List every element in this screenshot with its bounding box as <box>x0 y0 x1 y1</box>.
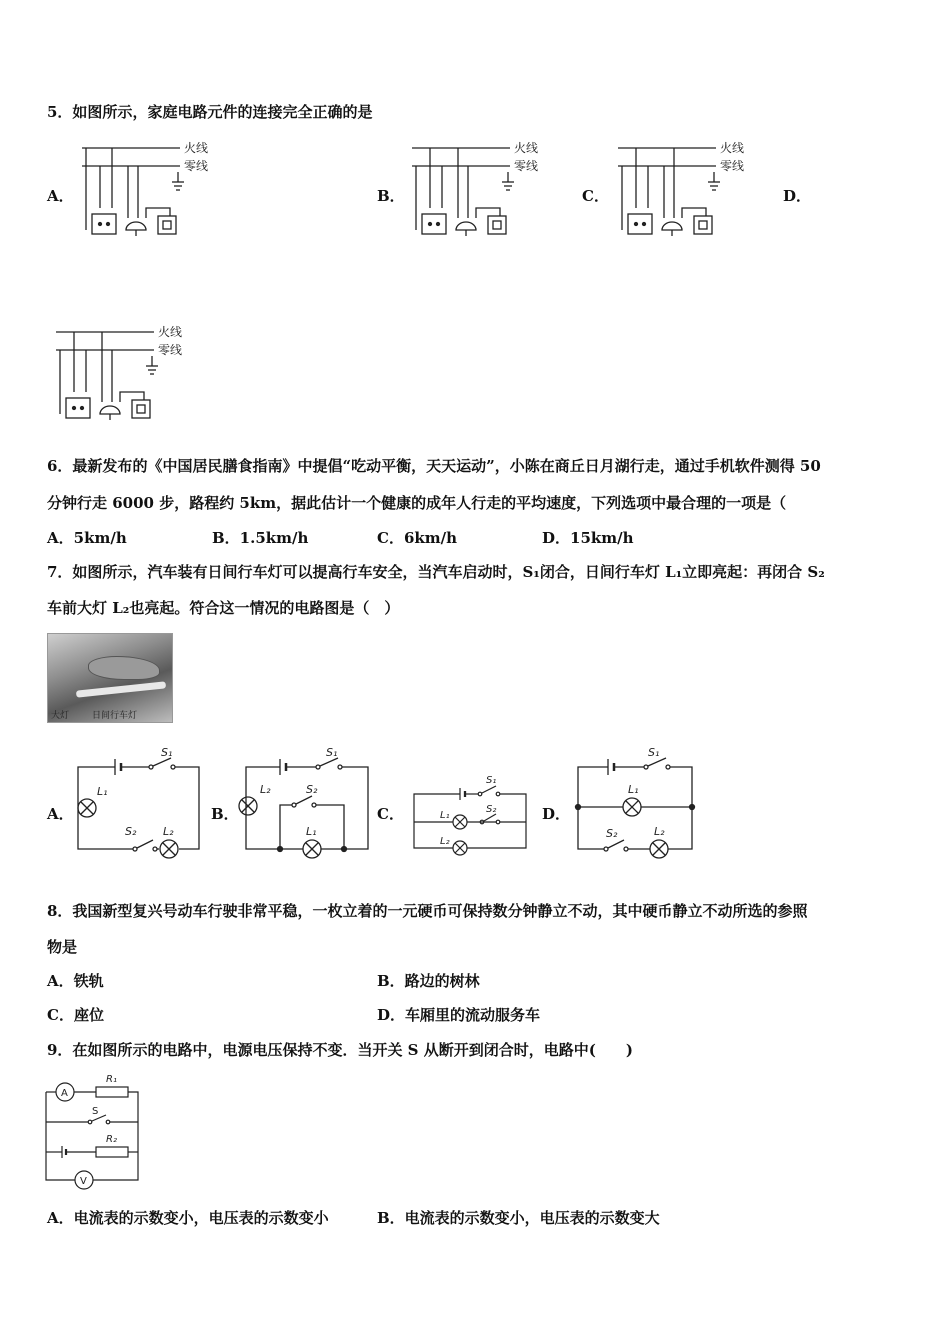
q5-option-c-label: C． <box>582 187 609 205</box>
svg-text:L₁: L₁ <box>628 783 639 796</box>
svg-text:S₂: S₂ <box>606 827 618 840</box>
svg-text:S: S <box>92 1106 99 1117</box>
q9-circuit <box>44 1072 144 1194</box>
svg-text:S₂: S₂ <box>125 825 137 838</box>
svg-text:L₂: L₂ <box>440 836 450 847</box>
q7-option-d-label: D． <box>542 805 571 823</box>
svg-text:A: A <box>61 1088 68 1099</box>
photo-caption-daytime-light: 日间行车灯 <box>92 711 138 721</box>
svg-text:火线: 火线 <box>514 141 539 155</box>
q5-stem: 5．如图所示，家庭电路元件的连接完全正确的是 <box>47 103 373 121</box>
q6-line-1: 6．最新发布的《中国居民膳食指南》中提倡“吃动平衡，天天运动”，小陈在商丘日月湖行走，通过手机软件测得 50 <box>47 457 821 475</box>
q7-circuit-b <box>240 745 375 865</box>
q7-option-b-label: B． <box>211 805 239 823</box>
q8-option-a: A．铁轨 <box>47 972 104 990</box>
q9-option-b: B．电流表的示数变小，电压表的示数变大 <box>377 1209 660 1227</box>
svg-text:火线: 火线 <box>158 325 183 339</box>
svg-text:L₁: L₁ <box>440 810 450 821</box>
q5-circuit-d <box>52 322 192 426</box>
q5-option-a-label: A． <box>47 187 74 205</box>
daytime-light-strip <box>76 681 166 697</box>
svg-text:R₂: R₂ <box>106 1134 117 1145</box>
svg-text:S₂: S₂ <box>486 804 497 815</box>
q7-line-2: 车前大灯 L₂也亮起。符合这一情况的电路图是（ ） <box>47 599 400 617</box>
q6-option-c: C．6km/h <box>377 529 458 547</box>
q5-circuit-a <box>78 138 218 242</box>
q7-circuit-d <box>572 745 702 865</box>
svg-text:S₁: S₁ <box>486 775 497 786</box>
q7-circuit-c <box>410 770 535 865</box>
svg-text:S₂: S₂ <box>306 783 318 796</box>
svg-text:火线: 火线 <box>184 141 209 155</box>
q9-stem: 9．在如图所示的电路中，电源电压保持不变．当开关 S 从断开到闭合时，电路中( ) <box>47 1041 633 1059</box>
svg-text:火线: 火线 <box>720 141 745 155</box>
svg-text:零线: 零线 <box>184 159 209 173</box>
svg-text:L₂: L₂ <box>163 825 174 838</box>
svg-text:S₁: S₁ <box>161 746 173 759</box>
car-headlight-photo <box>47 633 173 723</box>
svg-text:L₂: L₂ <box>260 783 271 796</box>
svg-text:L₁: L₁ <box>306 825 317 838</box>
q6-option-d: D．15km/h <box>542 529 634 547</box>
svg-text:S₁: S₁ <box>648 746 660 759</box>
svg-text:零线: 零线 <box>158 343 183 357</box>
q7-line-1: 7．如图所示，汽车装有日间行车灯可以提高行车安全，当汽车启动时，S₁闭合，日间行车灯 L₁立即亮起：再闭合 S₂ <box>47 563 825 581</box>
q6-option-a: A．5km/h <box>47 529 127 547</box>
q8-option-c: C．座位 <box>47 1006 104 1024</box>
q7-option-a-label: A． <box>47 805 74 823</box>
svg-text:L₂: L₂ <box>654 825 665 838</box>
q8-line-2: 物是 <box>47 938 78 956</box>
svg-text:L₁: L₁ <box>97 785 108 798</box>
svg-text:R₁: R₁ <box>106 1074 117 1085</box>
headlight-shape <box>88 656 160 680</box>
q8-option-b: B．路边的树林 <box>377 972 480 990</box>
q6-option-b: B．1.5km/h <box>212 529 309 547</box>
q8-option-d: D．车厢里的流动服务车 <box>377 1006 541 1024</box>
svg-text:零线: 零线 <box>720 159 745 173</box>
q9-option-a: A．电流表的示数变小，电压表的示数变小 <box>47 1209 329 1227</box>
q5-option-b-label: B． <box>377 187 405 205</box>
svg-text:S₁: S₁ <box>326 746 338 759</box>
q5-circuit-b <box>408 138 548 242</box>
q5-option-d-label: D． <box>783 187 812 205</box>
svg-text:V: V <box>80 1176 87 1187</box>
q7-option-c-label: C． <box>377 805 404 823</box>
svg-text:零线: 零线 <box>514 159 539 173</box>
q6-line-2: 分钟行走 6000 步，路程约 5km，据此估计一个健康的成年人行走的平均速度，下列选项中最合理的一项是（ <box>47 494 787 512</box>
q5-circuit-c <box>614 138 754 242</box>
q7-circuit-a <box>75 745 205 865</box>
photo-caption-headlight: 大灯 <box>51 711 70 721</box>
q8-line-1: 8．我国新型复兴号动车行驶非常平稳，一枚立着的一元硬币可保持数分钟静立不动，其中硬币静立不动所选的参照 <box>47 902 808 920</box>
